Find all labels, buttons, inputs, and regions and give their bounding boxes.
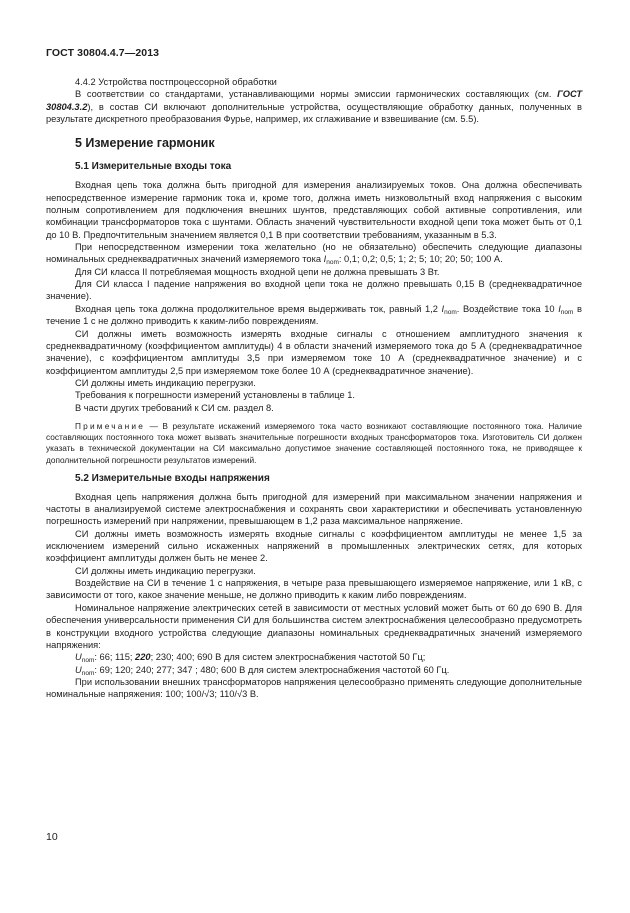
paragraph: При непосредственном измерении тока желательно (но не обязательно) обеспечить следующие диапазоны номинальных среднеквадратичных значений измеряемого тока $I_{nom}$: 0,1; 0,2; 0,5; 1; 2; 5; 10; 20; 50; 100 А.: [46, 242, 582, 267]
subsection-4-4-2-title: 4.4.2 Устройства постпроцессорной обработки: [75, 77, 277, 87]
paragraph: Для СИ класса II потребляемая мощность входной цепи не должна превышать 3 Вт.: [75, 266, 440, 277]
standard-reference: ГОСТ 30804.3.2: [46, 89, 582, 112]
page-number: 10: [46, 831, 58, 843]
paragraph: Требования к погрешности измерений установлены в таблице 1.: [75, 390, 355, 401]
subsection-5-2-title: 5.2 Измерительные входы напряжения: [75, 472, 270, 484]
paragraph: СИ должны иметь индикацию перегрузки.: [75, 565, 256, 576]
paragraph: СИ должны иметь возможность измерять входные сигналы с отношением амплитудного значения к среднеквадратичному (коэффициентом амплитуды) 4 в области значений измеряемого тока до 5 А (среднеквадратичное значение), с коэффициентом амплитуды 3,5 при измеряемом токе 10 А (среднеквадратичное значение) и с коэффициентом амплитуды 2,5 при измеряемом токе более 10 А (среднеквадратичное значение).: [46, 328, 582, 376]
note-label: Примечание: [75, 420, 146, 431]
section-5-title: 5 Измерение гармоник: [75, 136, 215, 151]
standard-header: ГОСТ 30804.4.7—2013: [46, 47, 160, 59]
note-text: Примечание — В результате искажений измеряемого тока часто возникают составляющие постоянного тока. Наличие составляющих постоянного тока может вызвать значительные погрешности входных трансформаторов тока. Изготовитель СИ должен указать в технической документации на СИ максимально допустимое значение составляющей постоянного тока, не приводящее к дополнительной погрешности результатов измерений.: [46, 420, 582, 465]
voltage-list-50hz: $U_{nom}$: 66; 115; 220; 230; 400; 690 В для систем электроснабжения частотой 50 Гц;: [75, 652, 426, 665]
page-body: [46, 76, 582, 701]
paragraph: СИ должны иметь индикацию перегрузки.: [75, 377, 256, 388]
note-block: [46, 421, 582, 466]
paragraph: СИ должны иметь возможность измерять входные сигналы с коэффициентом амплитуды не менее 1,5 за исключением измерений сильно искаженных напряжений в промышленных электрических сетях, для которых коэффициент амплитуды должен быть не менее 2.: [46, 528, 582, 564]
paragraph: При использовании внешних трансформаторов напряжения целесообразно применять следующие дополнительные номинальные напряжения: 100; 100/√3; 110/√3 В.: [46, 676, 582, 700]
paragraph: Входная цепь тока должна продолжительное время выдерживать ток, равный 1,2 $I_{nom}$. Воздействие тока 10 $I_{nom}$ в течение 1 с не должно приводить к каким-либо повреждениям.: [46, 303, 582, 327]
subsection-5-1-title: 5.1 Измерительные входы тока: [75, 161, 232, 173]
paragraph: Номинальное напряжение электрических сетей в зависимости от местных условий может быть от 60 до 690 В. Для обеспечения универсальности применения СИ для большинства систем электроснабжения целесообразно предусмотреть в конструкции входного устройства следующие диапазоны номинальных среднеквадратичных значений измеряемого напряжения:: [46, 602, 582, 650]
paragraph: Входная цепь напряжения должна быть пригодной для измерений при максимальном значении напряжения и частоты в анализируемой системе электроснабжения и сохранять свои характеристики и обеспечивать установленную погрешность измерений при напряжении, превышающем в 1,2 раза максимальное напряжение.: [46, 491, 582, 527]
voltage-list-60hz: $U_{nom}$: 69; 120; 240; 277; 347 ; 480; 600 В для систем электроснабжения частотой 60 Гц.: [75, 664, 450, 677]
paragraph: Для СИ класса I падение напряжения во входной цепи тока не должно превышать 0,15 В (среднеквадратичное значение).: [46, 279, 582, 302]
paragraph: Входная цепь тока должна быть пригодной для измерения анализируемых токов. Она должна обеспечивать непосредственное измерение гармоник тока и, кроме того, должна иметь низковольтный вход напряжения с высоким полным сопротивлением для подключения внешних шунтов, представляющих собой активные сопротивления, или комбинации трансформаторов тока с шунтами. Область значений чувствительности входной цепи тока может быть от 0,1 до 10 В. Предпочтительным значением является 0,1 В при соответствии требованиям, указанным в 5.3.: [46, 180, 582, 240]
paragraph: В соответствии со стандартами, устанавливающими нормы эмиссии гармонических составляющих (см. ГОСТ 30804.3.2), в состав СИ включают дополнительные устройства, осуществляющие обработку данных, полученных в результате дискретного преобразования Фурье, например, их сглаживание и взвешивание (см. 5.5).: [46, 89, 582, 125]
paragraph: Воздействие на СИ в течение 1 с напряжения, в четыре раза превышающего измеряемое напряжение, или 1 кВ, с зависимости от того, какое значение меньше, не должно приводить к каким либо повреждениям.: [46, 578, 582, 601]
paragraph: В части других требований к СИ см. раздел 8.: [75, 402, 274, 413]
